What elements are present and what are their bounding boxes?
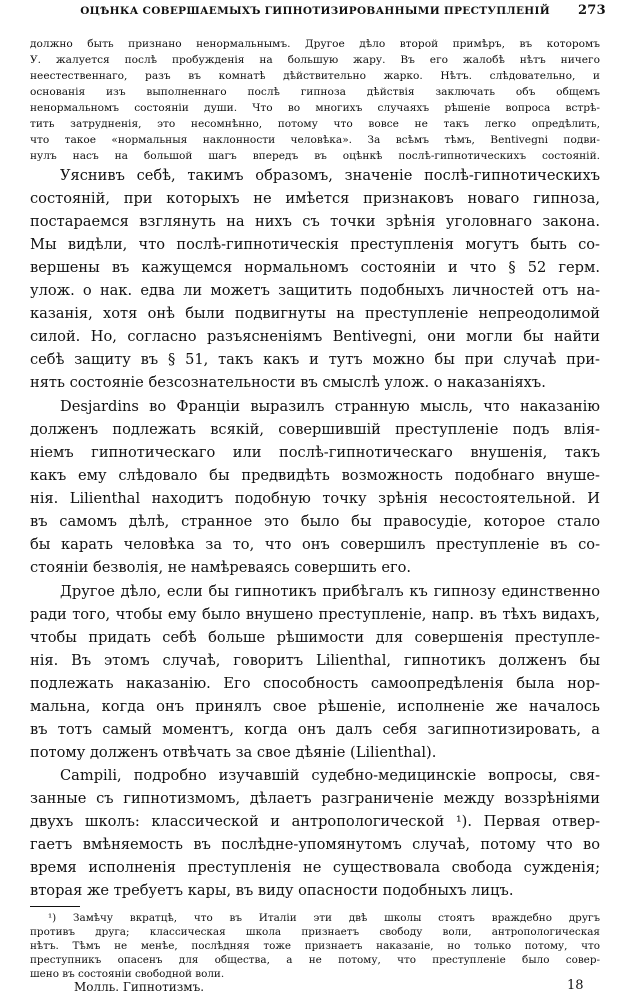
sheet-number: 18 <box>567 978 584 993</box>
text-line: основанія изъ выполненнаго послѣ гипноза дѣйствія заключать объ общемъ <box>30 86 600 98</box>
footnote-line: ¹) Замѣчу вкратцѣ, что въ Италіи эти двѣ школы стоятъ враждебно другъ <box>48 912 600 924</box>
text-line: вершены въ кажущемся нормальномъ состояніи и что § 52 герм. <box>30 259 600 276</box>
text-line: У. жалуется послѣ пробужденія на большую жару. Въ его жалобѣ нѣтъ ничего <box>30 54 600 66</box>
text-line: улож. о нак. едва ли можетъ защитить подобныхъ личностей отъ на- <box>30 282 600 299</box>
text-line: ніемъ гипнотическаго или послѣ-гипнотическаго внушенія, такъ <box>30 444 600 461</box>
text-line: вторая же требуетъ кары, въ виду опасности подобныхъ лицъ. <box>30 882 514 899</box>
text-line: ради того, чтобы ему было внушено преступленіе, напр. въ тѣхъ видахъ, <box>30 606 600 623</box>
footnote-divider <box>30 906 80 907</box>
text-line: себѣ защиту въ § 51, такъ какъ и тутъ можно бы при случаѣ при- <box>30 351 600 368</box>
text-line: чтобы придать себѣ больше рѣшимости для совершенія преступле- <box>30 629 600 646</box>
text-line: въ самомъ дѣлѣ, странное это было бы правосудіе, которое стало <box>30 513 600 530</box>
footnote-line: преступникъ опасенъ для общества, а не потому, что преступленіе было совер- <box>30 954 600 966</box>
text-line: что такое «нормальныя наклонности человѣка». За всѣмъ тѣмъ, Bentivegni подви- <box>30 134 600 146</box>
running-head <box>78 3 606 18</box>
text-line: тить затрудненія, это несомнѣнно, потому что вовсе не такъ легко опредѣлить, <box>30 118 600 130</box>
text-line: занные съ гипнотизмомъ, дѣлаетъ разграниченіе между воззрѣніями <box>30 790 600 807</box>
text-line: въ тотъ самый моментъ, когда онъ далъ себя загипнотизировать, а <box>30 721 600 738</box>
footnote-line: нѣтъ. Тѣмъ не менѣе, послѣдняя тоже признаетъ наказаніе, но только потому, что <box>30 940 600 952</box>
text-line: подлежать наказанію. Его способность самоопредѣленія была нор- <box>30 675 600 692</box>
text-line: Мы видѣли, что послѣ-гипнотическія преступленія могутъ быть со- <box>30 236 600 253</box>
text-line: неестественнаго, разъ въ комнатѣ дѣйствительно жарко. Нѣтъ. слѣдовательно, и <box>30 70 600 82</box>
text-line: ненормальномъ состояніи души. Что во многихъ случаяхъ рѣшеніе вопроса встрѣ- <box>30 102 600 114</box>
text-line: двухъ школъ: классической и антропологической ¹). Первая отвер- <box>30 813 600 830</box>
footnote-line: противъ друга; классическая школа признаетъ свободу воли, антропологическая <box>30 926 600 938</box>
text-line: нулъ насъ на большой шагъ впередъ въ оцѣнкѣ послѣ-гипнотическихъ состояній. <box>30 150 600 162</box>
text-line: казанія, хотя онѣ были подвигнуты на преступленіе непреодолимой <box>30 305 600 322</box>
text-line: мальна, когда онъ принялъ свое рѣшеніе, исполненіе же началось <box>30 698 600 715</box>
text-line: долженъ подлежать всякій, совершившій преступленіе подъ влія- <box>30 421 600 438</box>
signature-mark: Молль. Гипнотизмъ. <box>74 980 205 994</box>
footnote-line: шено въ состояніи свободной воли. <box>30 968 225 980</box>
text-line: Campili, подробно изучавшій судебно-медицинскіе вопросы, свя- <box>60 767 600 784</box>
text-line: постараемся взглянуть на нихъ съ точки зрѣнія уголовнаго закона. <box>30 213 600 230</box>
text-line: силой. Но, согласно разъясненіямъ Bentivegni, они могли бы найти <box>30 328 600 345</box>
text-line: состояній, при которыхъ не имѣется признаковъ новаго гипноза, <box>30 190 600 207</box>
text-line: должно быть признано ненормальнымъ. Другое дѣло второй примѣръ, въ которомъ <box>30 38 600 50</box>
text-line: бы карать человѣка за то, что онъ совершилъ преступленіе въ со- <box>30 536 600 553</box>
text-line: гаетъ вмѣняемость въ послѣдне-упомянутомъ случаѣ, потому что во <box>30 836 600 853</box>
running-title: ОЦѢНКА СОВЕРШАЕМЫХЪ ГИПНОТИЗИРОВАННЫМИ ПРЕСТУПЛЕНІЙ <box>80 5 550 17</box>
text-line: Другое дѣло, если бы гипнотикъ прибѣгалъ къ гипнозу единственно <box>60 583 600 600</box>
text-line: нія. Lilienthal находитъ подобную точку зрѣнія несостоятельной. И <box>30 490 600 507</box>
text-line: потому долженъ отвѣчать за свое дѣяніе (Lilienthal). <box>30 744 437 761</box>
text-line: Desjardins во Франціи выразилъ странную мысль, что наказанію <box>60 398 600 415</box>
page-number: 273 <box>577 3 606 18</box>
text-line: нять состояніе безсознательности въ смыслѣ улож. о наказаніяхъ. <box>30 374 546 391</box>
text-line: нія. Въ этомъ случаѣ, говоритъ Lilienthal, гипнотикъ долженъ бы <box>30 652 600 669</box>
text-line: время исполненія преступленія не существовала свобода сужденія; <box>30 859 600 876</box>
text-line: стояніи безволія, не намѣреваясь совершить его. <box>30 559 412 576</box>
text-line: какъ ему слѣдовало бы предвидѣть возможность подобнаго внуше- <box>30 467 600 484</box>
text-line: Уяснивъ себѣ, такимъ образомъ, значеніе послѣ-гипнотическихъ <box>60 167 600 184</box>
